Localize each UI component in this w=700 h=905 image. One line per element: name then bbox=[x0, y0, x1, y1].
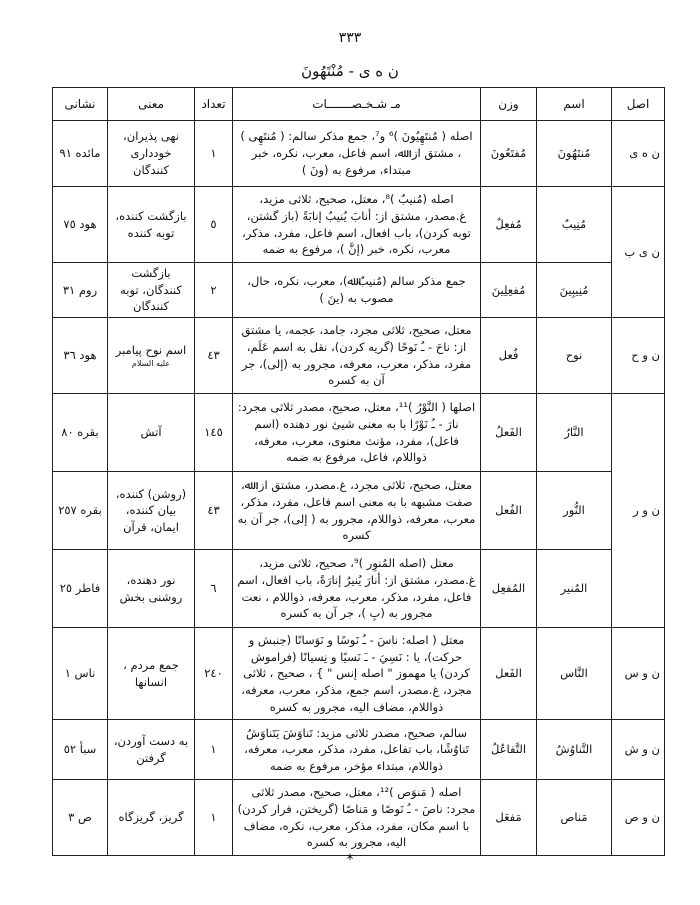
meaning-cell: بازگشت کننده، توبه کننده bbox=[108, 187, 195, 263]
count-cell: ١ bbox=[195, 780, 233, 856]
noun-cell: التَّناوُشُ bbox=[537, 720, 612, 780]
wazn-cell: مُفتَعُونَ bbox=[481, 121, 537, 187]
noun-cell: النَّاس bbox=[537, 628, 612, 720]
count-cell: ٢ bbox=[195, 263, 233, 318]
noun-cell: النَّارُ bbox=[537, 394, 612, 472]
header-description: مـ شـخـصـــــــات bbox=[233, 88, 481, 121]
table-row bbox=[53, 187, 665, 263]
table-row bbox=[53, 121, 665, 187]
root-cell: ن و س bbox=[612, 628, 665, 720]
table-row bbox=[53, 472, 665, 550]
noun-cell: مُنِيبِينَ bbox=[537, 263, 612, 318]
root-cell: ن و ح bbox=[612, 318, 665, 394]
reference-cell: مائده ٩١ bbox=[53, 121, 108, 187]
description-cell: اصله ( مَنوَص )¹²، معتل، صحیح، مصدر ثلاثی مجرد: ناصَ - ـُ نَوصًا و مَناصًا (گریختن، فرار کردن) با اسم مکان، مفرد، مذکر، معرب، نکره، مضاف الیه، مجرور به کسره bbox=[233, 780, 481, 856]
count-cell: ٦ bbox=[195, 550, 233, 628]
header-noun: اسم bbox=[537, 88, 612, 121]
count-cell: ١٤٥ bbox=[195, 394, 233, 472]
wazn-cell: المُفعِل bbox=[481, 550, 537, 628]
root-cell: ن و ص bbox=[612, 780, 665, 856]
noun-cell: النُّور bbox=[537, 472, 612, 550]
table-row bbox=[53, 720, 665, 780]
description-cell: معتل، صحیح، ثلاثی مجرد، جامد، عجمه، یا مشتق از: ناحَ - ـُ نَوحًا (گریه کردن)، نقل به اسم عَلَم، مفرد، مذکر، معرب، معرفه، مجرور به (إلی)، جر آن به کسره bbox=[233, 318, 481, 394]
wazn-cell: الفَعلُ bbox=[481, 394, 537, 472]
wazn-cell: فُعل bbox=[481, 318, 537, 394]
wazn-cell: التَّفاعُلُ bbox=[481, 720, 537, 780]
meaning-text: اسم نوح پیامبر bbox=[115, 343, 187, 358]
root-cell: ن و ر bbox=[612, 394, 665, 628]
count-cell: ٥ bbox=[195, 187, 233, 263]
reference-cell: ناس ١ bbox=[53, 628, 108, 720]
description-cell: اصله (مُنيبٌ )⁸، معتل، صحیح، ثلاثی مزید، غ.مصدر، مشتق از: أنابَ يُنيبُ إنابَةً (باز گشتن، توبه کردن)، باب افعال، اسم فاعل، مفرد، مذکر، معرب، نکره، خبر (إنَّ )، مرفوع به ضمه bbox=[233, 187, 481, 263]
reference-cell: هود ٧٥ bbox=[53, 187, 108, 263]
description-cell: معتل ( اصله: ناسَ - ـُ نَوسًا و نَوَسانًا (جنبش و حرکت)، یا : نَسِيَ - ـَ نَسيًا و نِسيانًا (فراموش کردن) یا مهموز " اصله إنس " } ، صحیح ، ثلاثی مجرد، غ.مصدر، اسم جمع، مذکر، معرب، معرفه، ذواللام، مضاف الیه، مجرور به کسره bbox=[233, 628, 481, 720]
root-cell: ن ی ب bbox=[612, 187, 665, 318]
meaning-cell: نور دهنده، روشنی بخش bbox=[108, 550, 195, 628]
meaning-cell: گریز، گریزگاه bbox=[108, 780, 195, 856]
noun-cell: المُنير bbox=[537, 550, 612, 628]
noun-cell: مُنتَهُونَ bbox=[537, 121, 612, 187]
table-row bbox=[53, 550, 665, 628]
meaning-cell: (روشن) کننده، بیان کننده، ایمان، قرآن bbox=[108, 472, 195, 550]
header-root: اصل bbox=[612, 88, 665, 121]
root-cell: ن و ش bbox=[612, 720, 665, 780]
noun-cell: نوح bbox=[537, 318, 612, 394]
description-cell: معتل، صحیح، ثلاثی مجرد، غ.مصدر، مشتق از: ﷲ، صفت مشبهه با به معنی اسم فاعل، مفرد، مذکر، معرب، معرفه، ذواللام، مجرور به ( إلی)، جر آن به کسره bbox=[233, 472, 481, 550]
reference-cell: روم ٣١ bbox=[53, 263, 108, 318]
description-cell: اصلها ( النَّوْرُ )¹¹، معتل، صحیح، مصدر ثلاثی مجرد: نارَ - ـُ نَوْرًا با به معنی شیئ نور دهنده (اسم فاعل)، مفرد، مؤنث معنوی، معرب، معرفه، ذواللام، فاعل، مرفوع به ضمه bbox=[233, 394, 481, 472]
table-header-row bbox=[53, 88, 665, 121]
root-cell: ن ه ی bbox=[612, 121, 665, 187]
meaning-cell bbox=[108, 318, 195, 394]
wazn-cell: الفُعل bbox=[481, 472, 537, 550]
description-cell: جمع مذکر سالم (مُنيبٌ ﷲ)، معرب، نکره، حال، مصوب به (ينَ ) bbox=[233, 263, 481, 318]
wazn-cell: مَفعَل bbox=[481, 780, 537, 856]
description-cell: معتل (اصله المُنوِر )⁹، صحیح، ثلاثی مزید، غ.مصدر، مشتق از: أنارَ يُنيرُ إنارَةً، باب افعال، اسم فاعل، مفرد، مذکر، معرب، معرفه، ذواللام ، نعت مجرور به (بِ )، جر آن به کسره bbox=[233, 550, 481, 628]
meaning-cell: نهی پذیران، خودداری کنندگان bbox=[108, 121, 195, 187]
count-cell: ١ bbox=[195, 121, 233, 187]
meaning-cell: بازگشت کنندگان، توبه کنندگان bbox=[108, 263, 195, 318]
reference-cell: سبأ ٥٢ bbox=[53, 720, 108, 780]
meaning-cell: به دست آوردن، گرفتن bbox=[108, 720, 195, 780]
description-cell: سالم، صحیح، مصدر ثلاثی مزید: تَناوَشَ يَتَناوَشُ تَناوُشًا، باب تفاعل، مفرد، مذکر، معرب، معرفه، ذواللام، مبتداء مؤخر، مرفوع به ضمه bbox=[233, 720, 481, 780]
header-count: تعداد bbox=[195, 88, 233, 121]
count-cell: ٤٣ bbox=[195, 318, 233, 394]
count-cell: ٤٣ bbox=[195, 472, 233, 550]
noun-cell: مَناص bbox=[537, 780, 612, 856]
table-row bbox=[53, 394, 665, 472]
wazn-cell: مُفعِلِينَ bbox=[481, 263, 537, 318]
reference-cell: فاطر ٢٥ bbox=[53, 550, 108, 628]
description-cell: اصله ( مُنتَهِيُونَ )⁶ و⁷، جمع مذکر سالم: ( مُنتَهِی ) ، مشتق از: ﷲ، اسم فاعل، معرب، نکره، خبر مبتداء، مرفوع به (ونَ ) bbox=[233, 121, 481, 187]
table-row bbox=[53, 628, 665, 720]
reference-cell: هود ٣٦ bbox=[53, 318, 108, 394]
wazn-cell: الفَعل bbox=[481, 628, 537, 720]
page-heading: ن ه ی - مُنْتَهُونَ bbox=[301, 62, 399, 80]
wazn-cell: مُفعِلٌ bbox=[481, 187, 537, 263]
table-row bbox=[53, 318, 665, 394]
meaning-note: علیه السلام bbox=[131, 359, 171, 369]
table-row bbox=[53, 780, 665, 856]
reference-cell: ص ٣ bbox=[53, 780, 108, 856]
page-number: ٣٣٣ bbox=[338, 30, 362, 46]
reference-cell: بقره ٨٠ bbox=[53, 394, 108, 472]
count-cell: ١ bbox=[195, 720, 233, 780]
header-wazn: وزن bbox=[481, 88, 537, 121]
header-reference: نشانی bbox=[53, 88, 108, 121]
reference-cell: بقره ٢٥٧ bbox=[53, 472, 108, 550]
table-row bbox=[53, 263, 665, 318]
footer-mark: * bbox=[346, 852, 354, 868]
lexicon-table bbox=[52, 87, 665, 856]
meaning-cell: آتش bbox=[108, 394, 195, 472]
meaning-cell: جمع مردم ، انسانها bbox=[108, 628, 195, 720]
header-meaning: معنی bbox=[108, 88, 195, 121]
count-cell: ٢٤٠ bbox=[195, 628, 233, 720]
noun-cell: مُنِيبٌ bbox=[537, 187, 612, 263]
